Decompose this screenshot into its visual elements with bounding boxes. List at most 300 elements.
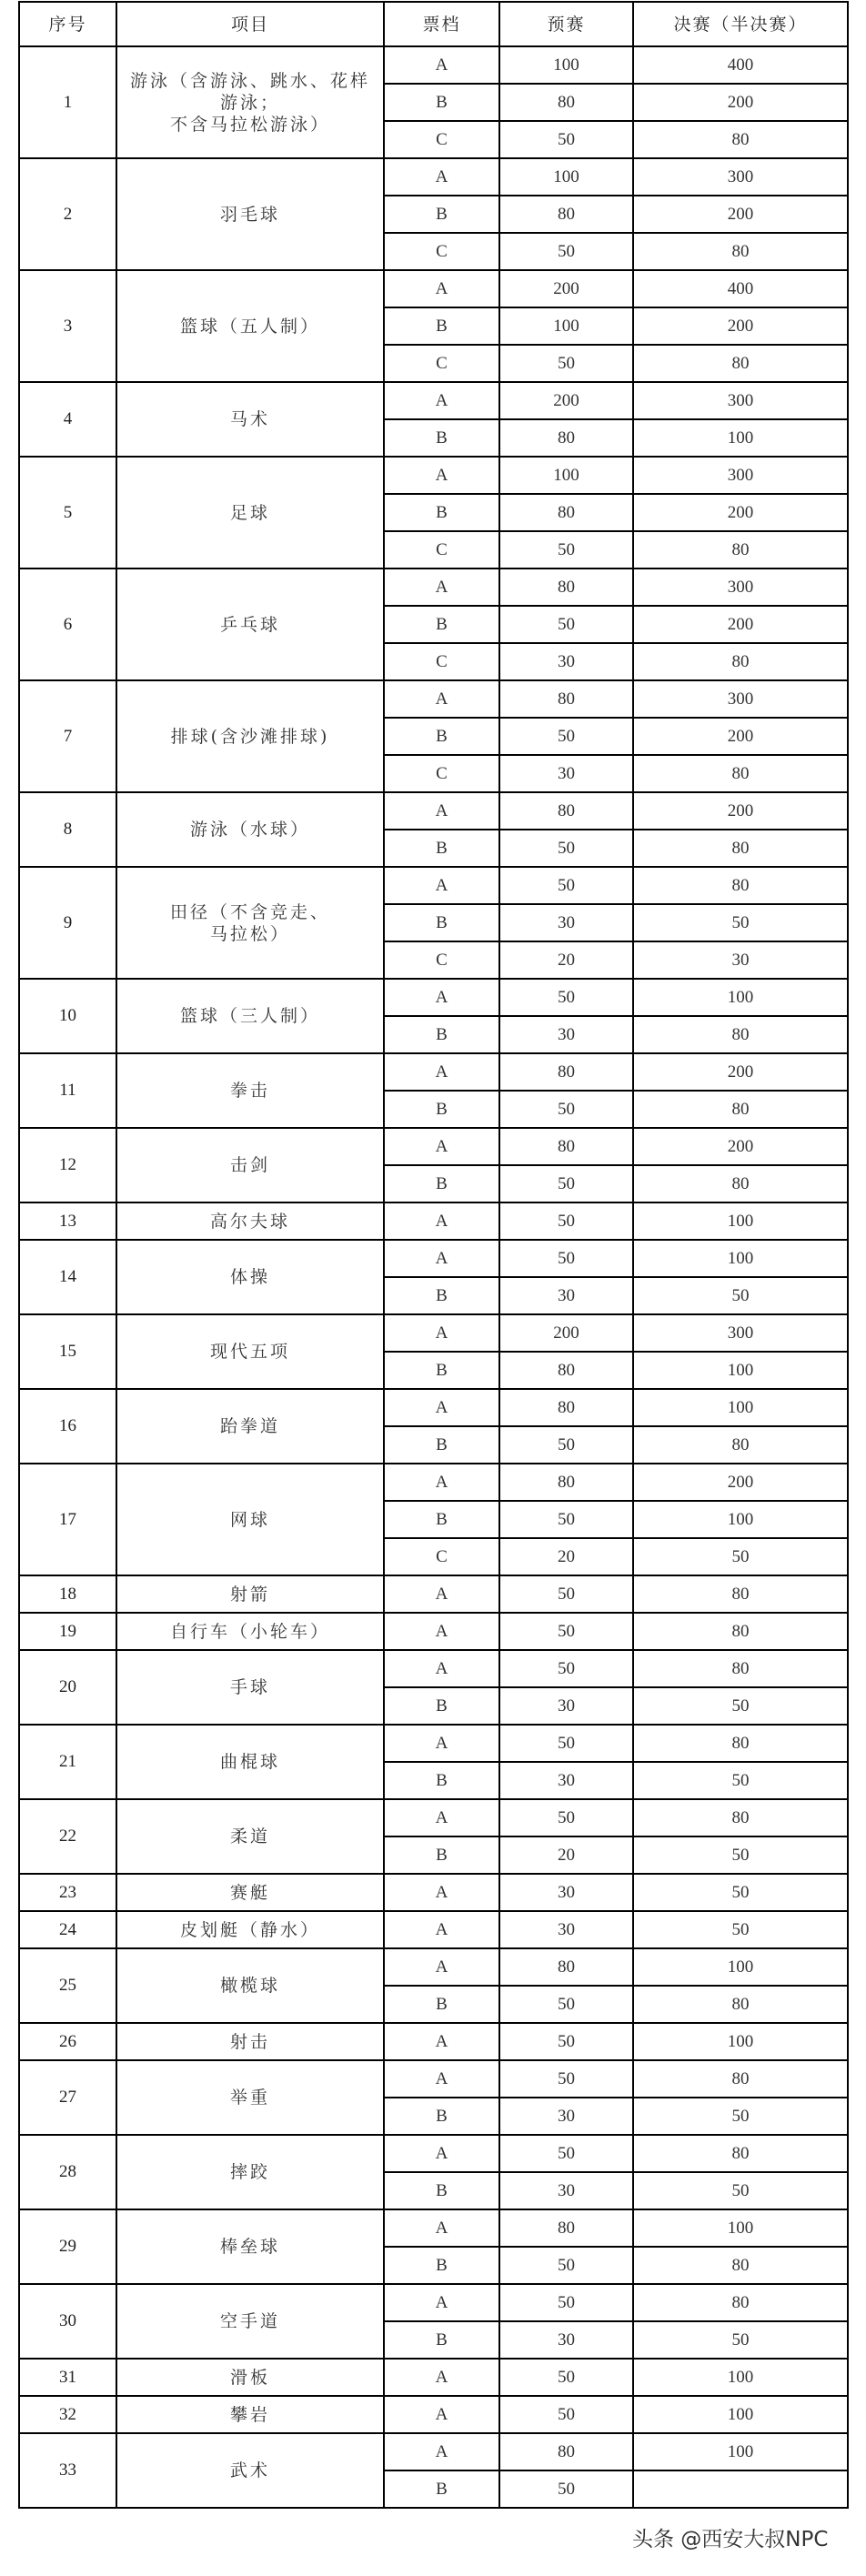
- final-price: 80: [633, 1650, 848, 1687]
- prelim-price: 200: [499, 382, 633, 419]
- table-row: [19, 46, 848, 84]
- prelim-price: 50: [499, 1799, 633, 1836]
- final-price: 200: [633, 307, 848, 345]
- final-price: 80: [633, 233, 848, 270]
- event-name: 手球: [116, 1650, 384, 1725]
- event-name: 马术: [116, 382, 384, 457]
- prelim-price: 50: [499, 2060, 633, 2098]
- ticket-tier: A: [384, 2209, 499, 2247]
- final-price: 50: [633, 1687, 848, 1725]
- event-name-line: 不含马拉松游泳）: [169, 114, 330, 135]
- ticket-tier: B: [384, 830, 499, 867]
- event-name: 羽毛球: [116, 158, 384, 270]
- ticket-tier: A: [384, 1948, 499, 1986]
- prelim-price: 50: [499, 1650, 633, 1687]
- event-number: 29: [19, 2209, 116, 2284]
- ticket-tier: B: [384, 2098, 499, 2135]
- event-name: 空手道: [116, 2284, 384, 2359]
- table-row: [19, 1799, 848, 1836]
- event-number: 20: [19, 1650, 116, 1725]
- final-price: 80: [633, 643, 848, 680]
- event-name-line: 游泳；: [219, 92, 280, 113]
- event-number: 5: [19, 457, 116, 569]
- ticket-tier: B: [384, 1277, 499, 1314]
- prelim-price: 80: [499, 2209, 633, 2247]
- event-name: 自行车（小轮车）: [116, 1613, 384, 1650]
- table-header: [19, 2, 848, 46]
- prelim-price: 50: [499, 1613, 633, 1650]
- event-name: [116, 46, 384, 158]
- event-number: 16: [19, 1389, 116, 1464]
- prelim-price: 50: [499, 606, 633, 643]
- table-row: [19, 1053, 848, 1091]
- table-row: [19, 792, 848, 830]
- prelim-price: 50: [499, 1426, 633, 1464]
- final-price: 80: [633, 1016, 848, 1053]
- event-name: 现代五项: [116, 1314, 384, 1389]
- ticket-tier: B: [384, 2470, 499, 2508]
- prelim-price: 50: [499, 718, 633, 755]
- prelim-price: 80: [499, 1948, 633, 1986]
- final-price: 100: [633, 2396, 848, 2433]
- prelim-price: 80: [499, 1352, 633, 1389]
- prelim-price: 80: [499, 1389, 633, 1426]
- ticket-tier: B: [384, 1426, 499, 1464]
- final-price: 50: [633, 2172, 848, 2209]
- table-row: [19, 1613, 848, 1650]
- ticket-tier: B: [384, 2247, 499, 2284]
- prelim-price: 200: [499, 270, 633, 307]
- final-price: 50: [633, 1538, 848, 1575]
- final-price: 100: [633, 979, 848, 1016]
- table-row: [19, 979, 848, 1016]
- table-row: [19, 2209, 848, 2247]
- final-price: 100: [633, 1352, 848, 1389]
- table-row: [19, 1948, 848, 1986]
- event-name: 棒垒球: [116, 2209, 384, 2284]
- final-price: 80: [633, 531, 848, 569]
- event-number: 25: [19, 1948, 116, 2023]
- ticket-tier: A: [384, 382, 499, 419]
- event-name: 击剑: [116, 1128, 384, 1202]
- final-price: 200: [633, 606, 848, 643]
- prelim-price: 50: [499, 1202, 633, 1240]
- event-number: 11: [19, 1053, 116, 1128]
- prelim-price: 50: [499, 2023, 633, 2060]
- event-name: 篮球（五人制）: [116, 270, 384, 382]
- final-price: 50: [633, 904, 848, 941]
- header-tier: 票档: [384, 2, 499, 46]
- final-price: 100: [633, 2433, 848, 2470]
- table-row: [19, 1314, 848, 1352]
- table-row: [19, 457, 848, 494]
- final-price: 80: [633, 2247, 848, 2284]
- final-price: 80: [633, 2135, 848, 2172]
- event-number: 1: [19, 46, 116, 158]
- prelim-price: 50: [499, 1240, 633, 1277]
- prelim-price: 30: [499, 1687, 633, 1725]
- prelim-price: 80: [499, 1128, 633, 1165]
- table-row: [19, 1202, 848, 1240]
- event-name-line: 马拉松）: [209, 923, 290, 944]
- table-row: [19, 2135, 848, 2172]
- ticket-tier: A: [384, 569, 499, 606]
- ticket-tier: B: [384, 2172, 499, 2209]
- final-price: 200: [633, 494, 848, 531]
- event-name: 武术: [116, 2433, 384, 2508]
- ticket-tier: B: [384, 419, 499, 457]
- event-name: 射击: [116, 2023, 384, 2060]
- prelim-price: 20: [499, 1538, 633, 1575]
- final-price: 80: [633, 1575, 848, 1613]
- table-row: [19, 2060, 848, 2098]
- final-price: 200: [633, 718, 848, 755]
- final-price: 100: [633, 2359, 848, 2396]
- final-price: 80: [633, 867, 848, 904]
- prelim-price: 100: [499, 457, 633, 494]
- ticket-tier: C: [384, 233, 499, 270]
- event-number: 19: [19, 1613, 116, 1650]
- prelim-price: 30: [499, 904, 633, 941]
- event-name: 皮划艇（静水）: [116, 1911, 384, 1948]
- event-number: 15: [19, 1314, 116, 1389]
- final-price: 80: [633, 1725, 848, 1762]
- prelim-price: 50: [499, 531, 633, 569]
- prelim-price: 30: [499, 2321, 633, 2359]
- prelim-price: 50: [499, 1501, 633, 1538]
- prelim-price: 50: [499, 233, 633, 270]
- event-number: 10: [19, 979, 116, 1053]
- ticket-tier: B: [384, 904, 499, 941]
- prelim-price: 30: [499, 2098, 633, 2135]
- ticket-tier: A: [384, 2433, 499, 2470]
- ticket-tier: B: [384, 2321, 499, 2359]
- prelim-price: 100: [499, 158, 633, 196]
- prelim-price: 50: [499, 867, 633, 904]
- ticket-tier: B: [384, 1165, 499, 1202]
- final-price: 50: [633, 2321, 848, 2359]
- table-row: [19, 270, 848, 307]
- prelim-price: 80: [499, 2433, 633, 2470]
- ticket-price-table: [18, 1, 849, 2509]
- event-name: [116, 867, 384, 979]
- table-row: [19, 158, 848, 196]
- table-row: [19, 1650, 848, 1687]
- table-row: [19, 2023, 848, 2060]
- final-price: 300: [633, 382, 848, 419]
- final-price: 50: [633, 1762, 848, 1799]
- ticket-tier: A: [384, 979, 499, 1016]
- event-number: 21: [19, 1725, 116, 1799]
- prelim-price: 30: [499, 1277, 633, 1314]
- ticket-tier: B: [384, 1986, 499, 2023]
- event-name-line: 田径（不含竞走、: [169, 901, 330, 922]
- final-price: 400: [633, 46, 848, 84]
- prelim-price: 30: [499, 1911, 633, 1948]
- ticket-tier: C: [384, 643, 499, 680]
- event-number: 9: [19, 867, 116, 979]
- event-name: 柔道: [116, 1799, 384, 1874]
- event-name: 拳击: [116, 1053, 384, 1128]
- ticket-tier: B: [384, 1762, 499, 1799]
- table-body: [19, 46, 848, 2508]
- prelim-price: 50: [499, 121, 633, 158]
- event-number: 7: [19, 680, 116, 792]
- header-prelim: 预赛: [499, 2, 633, 46]
- event-number: 18: [19, 1575, 116, 1613]
- table-row: [19, 1464, 848, 1501]
- final-price: 80: [633, 1613, 848, 1650]
- table-row: [19, 867, 848, 904]
- event-name: 曲棍球: [116, 1725, 384, 1799]
- event-name: 高尔夫球: [116, 1202, 384, 1240]
- event-number: 13: [19, 1202, 116, 1240]
- prelim-price: 200: [499, 1314, 633, 1352]
- final-price: 200: [633, 1053, 848, 1091]
- ticket-tier: C: [384, 941, 499, 979]
- prelim-price: 20: [499, 941, 633, 979]
- prelim-price: 80: [499, 680, 633, 718]
- prelim-price: 50: [499, 2284, 633, 2321]
- final-price: 100: [633, 1240, 848, 1277]
- event-number: 12: [19, 1128, 116, 1202]
- final-price: 200: [633, 196, 848, 233]
- final-price: 50: [633, 1836, 848, 1874]
- final-price: 100: [633, 1501, 848, 1538]
- final-price: 80: [633, 830, 848, 867]
- final-price: 50: [633, 1874, 848, 1911]
- ticket-tier: B: [384, 196, 499, 233]
- event-name: 足球: [116, 457, 384, 569]
- ticket-tier: C: [384, 1538, 499, 1575]
- table-row: [19, 1725, 848, 1762]
- prelim-price: 80: [499, 419, 633, 457]
- ticket-tier: A: [384, 2284, 499, 2321]
- ticket-tier: B: [384, 1501, 499, 1538]
- final-price: 100: [633, 1948, 848, 1986]
- ticket-tier: A: [384, 1575, 499, 1613]
- event-number: 6: [19, 569, 116, 680]
- table-row: [19, 1874, 848, 1911]
- ticket-tier: B: [384, 1687, 499, 1725]
- final-price: 80: [633, 2060, 848, 2098]
- ticket-tier: A: [384, 1874, 499, 1911]
- ticket-tier: A: [384, 1053, 499, 1091]
- ticket-tier: B: [384, 606, 499, 643]
- ticket-tier: B: [384, 718, 499, 755]
- ticket-tier: A: [384, 46, 499, 84]
- final-price: 80: [633, 2284, 848, 2321]
- table-row: [19, 2433, 848, 2470]
- event-number: 3: [19, 270, 116, 382]
- event-number: 22: [19, 1799, 116, 1874]
- prelim-price: 50: [499, 1091, 633, 1128]
- final-price: 50: [633, 1277, 848, 1314]
- event-name: 排球(含沙滩排球): [116, 680, 384, 792]
- event-number: 26: [19, 2023, 116, 2060]
- prelim-price: 50: [499, 2135, 633, 2172]
- event-number: 8: [19, 792, 116, 867]
- event-name-line: 游泳（含游泳、跳水、花样: [129, 70, 370, 91]
- ticket-tier: A: [384, 1613, 499, 1650]
- event-name: 举重: [116, 2060, 384, 2135]
- event-name: 篮球（三人制）: [116, 979, 384, 1053]
- prelim-price: 30: [499, 755, 633, 792]
- prelim-price: 20: [499, 1836, 633, 1874]
- final-price: 50: [633, 1911, 848, 1948]
- header-item: 项目: [116, 2, 384, 46]
- ticket-tier: A: [384, 2135, 499, 2172]
- final-price: 300: [633, 569, 848, 606]
- prelim-price: 50: [499, 1986, 633, 2023]
- event-number: 32: [19, 2396, 116, 2433]
- prelim-price: 50: [499, 2470, 633, 2508]
- final-price: 80: [633, 1426, 848, 1464]
- event-name: 摔跤: [116, 2135, 384, 2209]
- final-price: 80: [633, 1165, 848, 1202]
- event-name: 游泳（水球）: [116, 792, 384, 867]
- prelim-price: 50: [499, 1725, 633, 1762]
- prelim-price: 50: [499, 2359, 633, 2396]
- event-name: 赛艇: [116, 1874, 384, 1911]
- ticket-tier: A: [384, 1799, 499, 1836]
- event-name: 网球: [116, 1464, 384, 1575]
- ticket-tier: A: [384, 1128, 499, 1165]
- prelim-price: 50: [499, 1575, 633, 1613]
- final-price: 80: [633, 345, 848, 382]
- prelim-price: 50: [499, 830, 633, 867]
- ticket-tier: A: [384, 1240, 499, 1277]
- ticket-tier: B: [384, 307, 499, 345]
- ticket-tier: A: [384, 867, 499, 904]
- final-price: [633, 2470, 848, 2508]
- event-number: 27: [19, 2060, 116, 2135]
- prelim-price: 30: [499, 1016, 633, 1053]
- final-price: 100: [633, 1389, 848, 1426]
- final-price: 80: [633, 121, 848, 158]
- ticket-tier: A: [384, 680, 499, 718]
- ticket-tier: B: [384, 84, 499, 121]
- final-price: 80: [633, 1091, 848, 1128]
- prelim-price: 30: [499, 2172, 633, 2209]
- final-price: 80: [633, 755, 848, 792]
- ticket-tier: C: [384, 121, 499, 158]
- event-number: 28: [19, 2135, 116, 2209]
- prelim-price: 30: [499, 643, 633, 680]
- final-price: 300: [633, 457, 848, 494]
- final-price: 300: [633, 680, 848, 718]
- ticket-tier: A: [384, 1464, 499, 1501]
- event-number: 30: [19, 2284, 116, 2359]
- ticket-tier: B: [384, 1352, 499, 1389]
- ticket-tier: B: [384, 494, 499, 531]
- ticket-tier: C: [384, 345, 499, 382]
- ticket-tier: A: [384, 2023, 499, 2060]
- prelim-price: 50: [499, 979, 633, 1016]
- final-price: 200: [633, 792, 848, 830]
- table-row: [19, 1389, 848, 1426]
- final-price: 80: [633, 1986, 848, 2023]
- event-number: 2: [19, 158, 116, 270]
- prelim-price: 80: [499, 196, 633, 233]
- prelim-price: 30: [499, 1874, 633, 1911]
- header-no: 序号: [19, 2, 116, 46]
- prelim-price: 80: [499, 1053, 633, 1091]
- event-number: 23: [19, 1874, 116, 1911]
- final-price: 300: [633, 158, 848, 196]
- event-number: 31: [19, 2359, 116, 2396]
- table-row: [19, 2396, 848, 2433]
- prelim-price: 50: [499, 1165, 633, 1202]
- event-name: 滑板: [116, 2359, 384, 2396]
- prelim-price: 80: [499, 1464, 633, 1501]
- final-price: 80: [633, 1799, 848, 1836]
- table-row: [19, 1128, 848, 1165]
- table-row: [19, 2359, 848, 2396]
- ticket-tier: A: [384, 1725, 499, 1762]
- ticket-tier: A: [384, 1389, 499, 1426]
- table-row: [19, 1240, 848, 1277]
- ticket-tier: B: [384, 1091, 499, 1128]
- ticket-tier: A: [384, 1202, 499, 1240]
- prelim-price: 80: [499, 84, 633, 121]
- ticket-tier: A: [384, 1911, 499, 1948]
- final-price: 100: [633, 1202, 848, 1240]
- ticket-tier: A: [384, 457, 499, 494]
- prelim-price: 80: [499, 792, 633, 830]
- event-name: 橄榄球: [116, 1948, 384, 2023]
- ticket-tier: C: [384, 531, 499, 569]
- prelim-price: 50: [499, 2247, 633, 2284]
- ticket-tier: B: [384, 1836, 499, 1874]
- ticket-tier: A: [384, 158, 499, 196]
- event-name: 乒乓球: [116, 569, 384, 680]
- prelim-price: 80: [499, 569, 633, 606]
- header-final: 决赛（半决赛）: [633, 2, 848, 46]
- ticket-tier: A: [384, 2396, 499, 2433]
- header-row: [19, 2, 848, 46]
- table-row: [19, 1575, 848, 1613]
- table-row: [19, 1911, 848, 1948]
- ticket-tier: A: [384, 2359, 499, 2396]
- ticket-tier: B: [384, 1016, 499, 1053]
- event-number: 14: [19, 1240, 116, 1314]
- prelim-price: 50: [499, 2396, 633, 2433]
- final-price: 400: [633, 270, 848, 307]
- final-price: 200: [633, 1464, 848, 1501]
- final-price: 300: [633, 1314, 848, 1352]
- event-name: 射箭: [116, 1575, 384, 1613]
- final-price: 200: [633, 1128, 848, 1165]
- final-price: 200: [633, 84, 848, 121]
- prelim-price: 30: [499, 1762, 633, 1799]
- prelim-price: 80: [499, 494, 633, 531]
- ticket-tier: A: [384, 1314, 499, 1352]
- final-price: 100: [633, 419, 848, 457]
- ticket-tier: C: [384, 755, 499, 792]
- final-price: 30: [633, 941, 848, 979]
- table-row: [19, 680, 848, 718]
- event-number: 4: [19, 382, 116, 457]
- ticket-tier: A: [384, 792, 499, 830]
- event-name: 跆拳道: [116, 1389, 384, 1464]
- event-name: 攀岩: [116, 2396, 384, 2433]
- table-row: [19, 382, 848, 419]
- ticket-tier: A: [384, 2060, 499, 2098]
- watermark: 头条 @西安大叔NPC: [632, 2528, 829, 2551]
- prelim-price: 50: [499, 345, 633, 382]
- table-row: [19, 2284, 848, 2321]
